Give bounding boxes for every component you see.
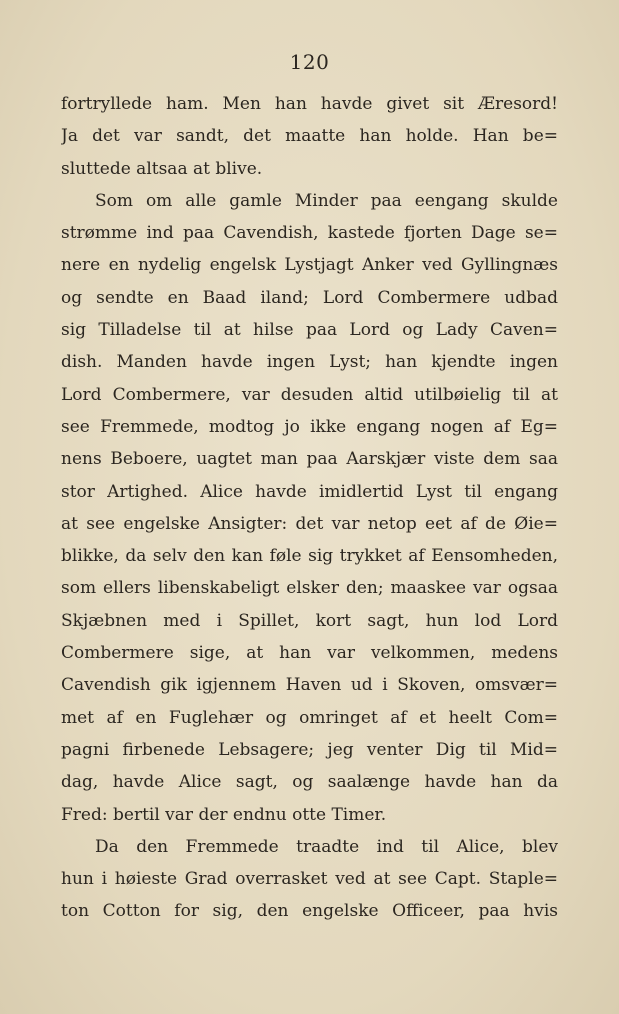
text-line: sluttede altsaa at blive.	[61, 158, 263, 179]
text-line: stor Artighed. Alice havde imidlertid Lyst til engang	[61, 481, 558, 502]
text-line: sig Tilladelse til at hilse paa Lord og Lady Caven=	[61, 320, 558, 341]
text-line: blikke, da selv den kan føle sig trykket af Eensomheden,	[61, 546, 558, 567]
text-line: nens Beboere, uagtet man paa Aarskjær viste dem saa	[61, 449, 558, 470]
text-line: Fred: bertil var der endnu otte Timer.	[61, 804, 387, 825]
text-line: hun i høieste Grad overrasket ved at see Capt. Staple=	[61, 869, 558, 890]
text-line: dish. Manden havde ingen Lyst; han kjendte ingen	[61, 352, 558, 373]
text-line: som ellers libenskabeligt elsker den; maaskee var ogsaa	[61, 578, 558, 599]
text-line: see Fremmede, modtog jo ikke engang nogen af Eg=	[61, 416, 558, 437]
body-text	[61, 88, 558, 928]
text-line: at see engelske Ansigter: det var netop eet af de Øie=	[61, 513, 558, 534]
page-number: 120	[289, 50, 330, 74]
text-line: pagni firbenede Lebsagere; jeg venter Dig til Mid=	[61, 739, 558, 760]
text-line: dag, havde Alice sagt, og saalænge havde han da	[61, 772, 558, 793]
text-line: fortrylledе ham. Men han havde givet sit Æresord!	[61, 94, 558, 114]
text-line: Cavendish gik igjennem Haven ud i Skoven, omsvær=	[61, 675, 558, 696]
text-line: Combermere sige, at han var velkommen, medens	[61, 643, 558, 664]
text-line: Lord Combermere, var desuden altid utilbøielig til at	[61, 384, 558, 405]
text-line: Da den Fremmede traadte ind til Alice, blev	[95, 836, 558, 857]
text-line: strømme ind paa Cavendish, kastede fjorten Dage se=	[61, 223, 558, 244]
text-line: ton Cotton for sig, den engelske Officeer, paa hvis	[61, 901, 558, 922]
text-line: Ja det var sandt, det maatte han holde. Han be=	[61, 126, 558, 147]
text-line: nere en nydelig engelsk Lystjagt Anker ved Gyllingnæs	[61, 255, 558, 276]
text-line: met af en Fuglehær og omringet af et heelt Com=	[61, 707, 558, 728]
text-line: Som om alle gamle Minder paa eengang skulde	[95, 190, 558, 211]
text-line: Skjæbnen med i Spillet, kort sagt, hun lod Lord	[61, 610, 558, 631]
text-line: og sendte en Baad iland; Lord Combermere udbad	[61, 287, 558, 308]
